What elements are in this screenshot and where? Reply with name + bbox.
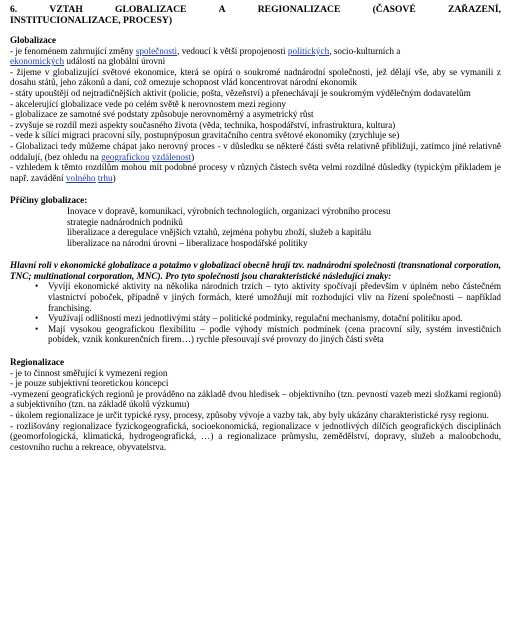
globalizace-line	[10, 46, 501, 57]
heading-word: VZTAH	[49, 4, 83, 15]
priciny-item: liberalizace a deregulace vnějších vztahů, zejména pohybu zboží, služeb a kapitálu	[67, 227, 372, 238]
section-title-regionalizace: Regionalizace	[10, 357, 65, 368]
globalizace-line: - globalizace ze samotné své podstaty způsobuje nerovnoměrný a asymetrický růst	[10, 109, 314, 120]
globalizace-line: - zvyšuje se rozdíl mezi aspekty současného života (věda, technika, hospodářství, infrastruktura, kultura)	[10, 119, 396, 130]
globalizace-body	[10, 46, 501, 184]
inline-link[interactable]: politických	[287, 45, 330, 56]
inline-link[interactable]: trhu	[97, 172, 113, 183]
text-run: - je fenoménem zahrnující změny	[10, 45, 136, 56]
globalizace-line	[10, 56, 501, 67]
globalizace-line: - žijeme v globalizující světové ekonomice, která se opírá o soukromé nadnárodní společnosti, jež dělají vše, aby se vymanili z dosahu států, jeho zákonů a daní, což omezuje schopnost vlád koncentrovat národní ekonomik	[10, 66, 501, 88]
regionalizace-line: -vymezení geografických regionů je prováděno na základě dvou hledisek – objektivního (tzn. pevností vazeb mezi složkami regionů) a subjektivního (tzn. na základě úkolů výzkumu)	[10, 388, 501, 410]
inline-link[interactable]: ekonomických	[10, 56, 65, 67]
priciny-item: liberalizace na národní úrovni – liberalizace hospodářské politiky	[67, 237, 308, 248]
text-run: )	[112, 172, 116, 183]
priciny-list	[10, 206, 501, 248]
heading-word: ZAŘAZENÍ,	[447, 4, 501, 15]
section-title-priciny: Příčiny globalizace:	[10, 195, 88, 206]
chapter-heading-line2: INSTITUCIONALIZACE, PROCESY)	[10, 15, 173, 26]
tnc-bullet: • Vyvíjí ekonomické aktivity na několika národních trzích – tyto aktivity spočívají především v úplném nebo částečném vlastnictví poboček, případně v jiných formách, které umožňují mít rozhodující vliv na řízení společnosti – například franchising.	[48, 281, 501, 313]
regionalizace-line: - je pouze subjektivní teoretickou koncepcí	[10, 378, 169, 389]
tnc-intro: Hlavní roli v ekonomické globalizace a potažmo v globalizaci obecně hrají tzv. nadnárodní společnosti (transnational corporation, TNC; multinational corporation, MNC). Pro tyto společnosti jsou charakteristické následující znaky:	[10, 260, 501, 281]
text-run: )	[191, 151, 195, 162]
heading-word: A	[218, 4, 226, 15]
text-run: - Globalizaci tedy můžeme chápat jako nerovný proces - v důsledku se některé části světa relativně přibližují, zatímco jiné relativně oddalují, (bez ohledu na	[10, 140, 501, 162]
text-run: , vedoucí k větší propojenosti	[177, 45, 288, 56]
tnc-bullet-list	[10, 281, 501, 345]
globalizace-line: - vede k sílící migraci pracovní síly, postupnýposun gravitačního centra světové ekonomiky (zrychluje se)	[10, 130, 400, 141]
regionalizace-line: - je to činnost směřující k vymezení region	[10, 367, 168, 378]
priciny-item: Inovace v dopravě, komunikaci, výrobních technologiích, organizaci výrobního procesu	[67, 205, 391, 216]
heading-word: (ČASOVÉ	[372, 4, 416, 15]
globalizace-line	[10, 162, 501, 183]
globalizace-line: - státy upouštějí od nejtradičnějších aktivit (policie, pošta, vězeňství) a přenechávají je soukromým výdělečným dodavatelům	[10, 87, 471, 98]
text-run: , socio-kulturních a	[329, 45, 401, 56]
inline-link[interactable]: volného	[65, 172, 96, 183]
tnc-bullet: • Využívají odlišností mezi jednotlivými státy – politické podmínky, regulační mechanismy, dotační politiku apod.	[48, 313, 501, 324]
text-run: - vzhledem k těmto rozdílům mohou mít podobné procesy v různých částech světa velmi rozdílné důsledky (typickým příkladem je např. zavádění	[10, 162, 501, 183]
regionalizace-line: - rozlišovány regionalizace fyzickogeografická, socioekonomická, regionalizace v jednotlivých dílčích geografických disciplínách (geomorfologická, klimatická, hydrogeografická, …) a regionalizace průmyslu, zemědělství, dopravy, služeb a maloobchodu, cestovního ruchu a rekreace, obyvatelstva.	[10, 420, 501, 452]
text-run: událostí na globální úrovni	[64, 56, 166, 67]
inline-link[interactable]: vzdálenost	[151, 151, 192, 162]
section-title-globalizace: Globalizace	[10, 35, 56, 45]
heading-word: 6.	[10, 4, 18, 15]
globalizace-line	[10, 141, 501, 162]
chapter-heading	[10, 4, 501, 15]
regionalizace-line: - úkolem regionalizace je určit typické rysy, procesy, způsoby vývoje a vazby tak, aby byly ukázány charakteristické rysy regionu.	[10, 410, 489, 420]
inline-link[interactable]: společnosti	[135, 45, 178, 56]
heading-word: GLOBALIZACE	[114, 4, 187, 15]
inline-link[interactable]: geografickou	[101, 151, 150, 162]
globalizace-line: - akcelerující globalizace vede po celém světě k nerovnostem mezi regiony	[10, 98, 287, 109]
heading-word: REGIONALIZACE	[257, 4, 341, 15]
priciny-item: strategie nadnárodních podniků	[67, 216, 183, 227]
tnc-bullet: • Mají vysokou geografickou flexibilitu – podle výhody místních podmínek (cena pracovní síly, systém investičních pobídek, vznik konkurenčních firem…) rychle přesouvají své provozy do jiných částí světa	[48, 324, 501, 345]
